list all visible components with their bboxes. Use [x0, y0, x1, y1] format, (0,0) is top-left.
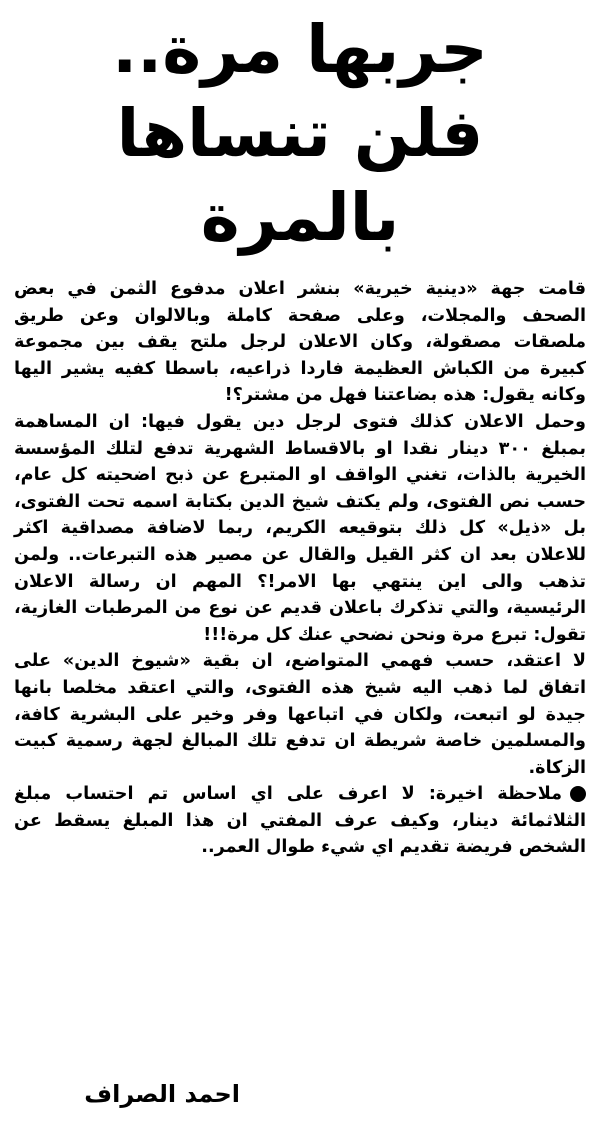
- paragraph-3: لا اعتقد، حسب فهمي المتواضع، ان بقية «شيوخ الدين» على اتفاق لما ذهب اليه شيخ هذه الفتوى، والتي اعتقد مخلصا بانها جيدة لو اتبعت، ولكان في اتباعها وفر وخير على البشرية كافة، والمسلمين خاصة شريطة ان تدفع تلك المبالغ لجهة رسمية كبيت الزكاة.: [14, 651, 586, 778]
- paragraph-2: وحمل الاعلان كذلك فتوى لرجل دين يقول فيها: ان المساهمة بمبلغ ٣٠٠ دينار نقدا او بالاقساط الشهرية تدفع لتلك المؤسسة الخيرية بالذات، تغني الواقف او المتبرع عن ذبح اضحيته كل عام، حسب نص الفتوى، ولم يكتف شيخ الدين بكتابة اسمه تحت الفتوى، بل «ذيل» كل ذلك بتوقيعه الكريم، ربما لاضافة مصداقية اكثر للاعلان بعد ان كثر القيل والقال عن مصير هذه التبرعات.. ولمن تذهب والى اين ينتهي بها الامر!؟ المهم ان رسالة الاعلان الرئيسية، والتي تذكرك باعلان قديم عن نوع من المرطبات الغازية، تقول: تبرع مرة ونحن نضحي عنك كل مرة!!!: [14, 411, 586, 645]
- article-body: [14, 276, 586, 861]
- headline-line-2: فلن تنساها بالمرة: [116, 95, 484, 256]
- headline-line-1: جربها مرة..: [112, 11, 488, 88]
- headline: [14, 8, 586, 260]
- author-signature: احمد الصراف: [84, 1080, 240, 1108]
- bullet-icon: [570, 786, 586, 802]
- note-text: ملاحظة اخيرة: لا اعرف على اي اساس تم احتساب مبلغ الثلاثمائة دينار، وكيف عرف المفتي ان هذا المبلغ يسقط عن الشخص فريضة تقديم اي شيء طوال العمر..: [14, 784, 586, 858]
- paragraph-1: قامت جهة «دينية خيرية» بنشر اعلان مدفوع الثمن في بعض الصحف والمجلات، وعلى صفحة كاملة وبالالوان وعن طريق ملصقات مصقولة، وكان الاعلان لرجل ملتح يقف بين مجموعة كبيرة من الكباش العظيمة فاردا ذراعيه، باسطا كفيه يشير اليها وكانه يقول: هذه بضاعتنا فهل من مشتر؟!: [14, 279, 586, 406]
- note-paragraph: [14, 781, 586, 861]
